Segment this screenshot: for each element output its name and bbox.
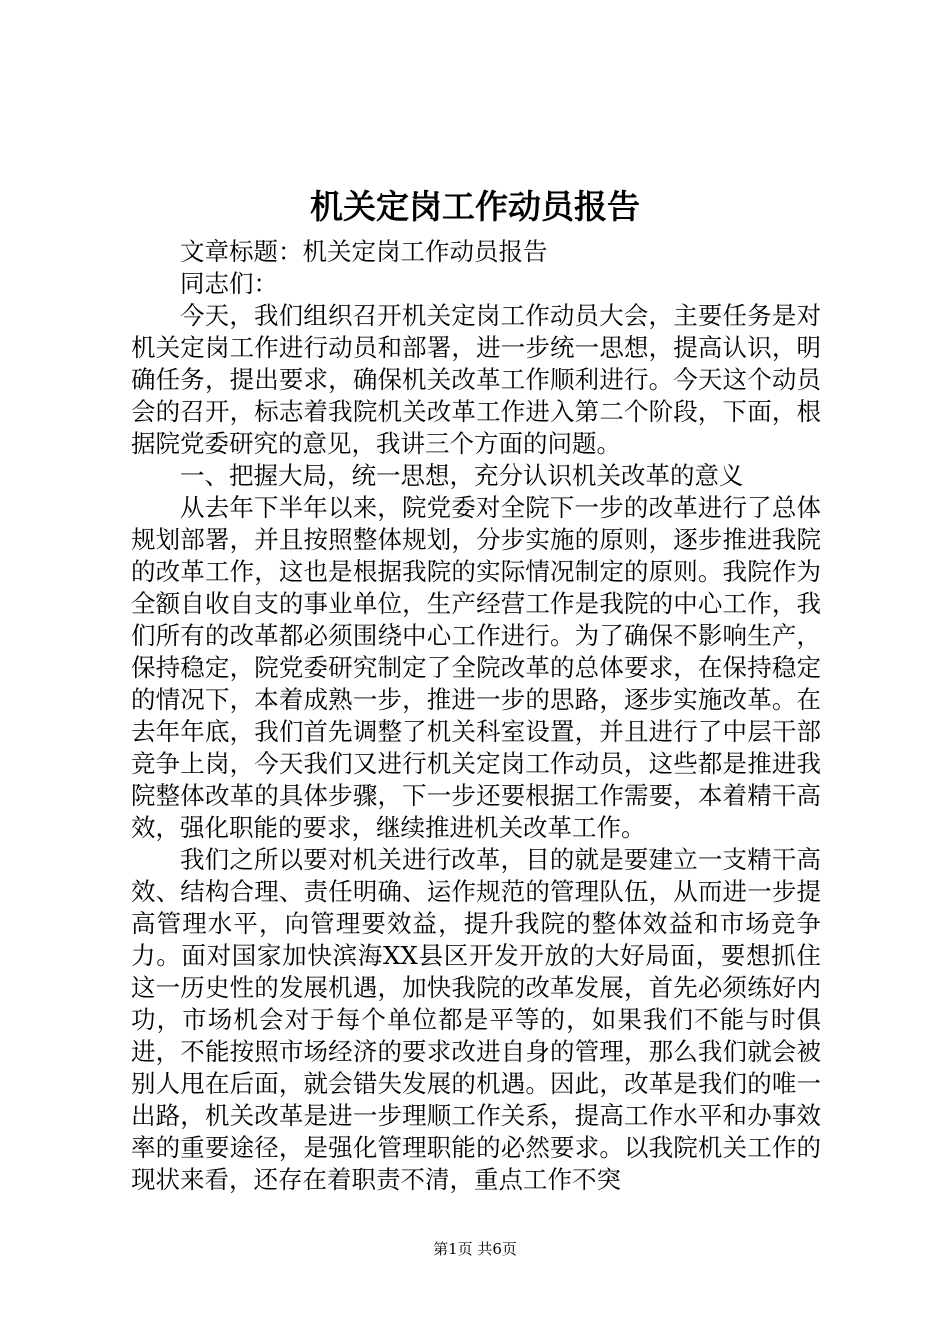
- article-title-line: 文章标题：机关定岗工作动员报告: [180, 237, 548, 266]
- document-body: [131, 236, 821, 1196]
- paragraph: 今天，我们组织召开机关定岗工作动员大会，主要任务是对机关定岗工作进行动员和部署，进一步统一思想，提高认识，明确任务，提出要求，确保机关改革工作顺利进行。今天这个动员会的召开，标志着我院机关改革工作进入第二个阶段，下面，根据院党委研究的意见，我讲三个方面的问题。: [131, 301, 821, 458]
- paragraph: 从去年下半年以来，院党委对全院下一步的改革进行了总体规划部署，并且按照整体规划，分步实施的原则，逐步推进我院的改革工作，这也是根据我院的实际情况制定的原则。我院作为全额自收自支的事业单位，生产经营工作是我院的中心工作，我们所有的改革都必须围绕中心工作进行。为了确保不影响生产，保持稳定，院党委研究制定了全院改革的总体要求，在保持稳定的情况下，本着成熟一步，推进一步的思路，逐步实施改革。在去年年底，我们首先调整了机关科室设置，并且进行了中层干部竞争上岗，今天我们又进行机关定岗工作动员，这些都是推进我院整体改革的具体步骤，下一步还要根据工作需要，本着精干高效，强化职能的要求，继续推进机关改革工作。: [131, 493, 821, 842]
- page-number-footer: 第1页 共6页: [433, 1240, 517, 1258]
- salutation: 同志们：: [180, 269, 278, 298]
- section-heading: 一、把握大局，统一思想，充分认识机关改革的意义: [180, 461, 744, 490]
- document-title: 机关定岗工作动员报告: [310, 187, 640, 226]
- paragraph: 我们之所以要对机关进行改革，目的就是要建立一支精干高效、结构合理、责任明确、运作规范的管理队伍，从而进一步提高管理水平，向管理要效益，提升我院的整体效益和市场竞争力。面对国家加快滨海XX县区开发开放的大好局面，要想抓住这一历史性的发展机遇，加快我院的改革发展，首先必须练好内功，市场机会对于每个单位都是平等的，如果我们不能与时俱进，不能按照市场经济的要求改进自身的管理，那么我们就会被别人甩在后面，就会错失发展的机遇。因此，改革是我们的唯一出路，机关改革是进一步理顺工作关系，提高工作水平和办事效率的重要途径，是强化管理职能的必然要求。以我院机关工作的现状来看，还存在着职责不清，重点工作不突: [131, 845, 821, 1194]
